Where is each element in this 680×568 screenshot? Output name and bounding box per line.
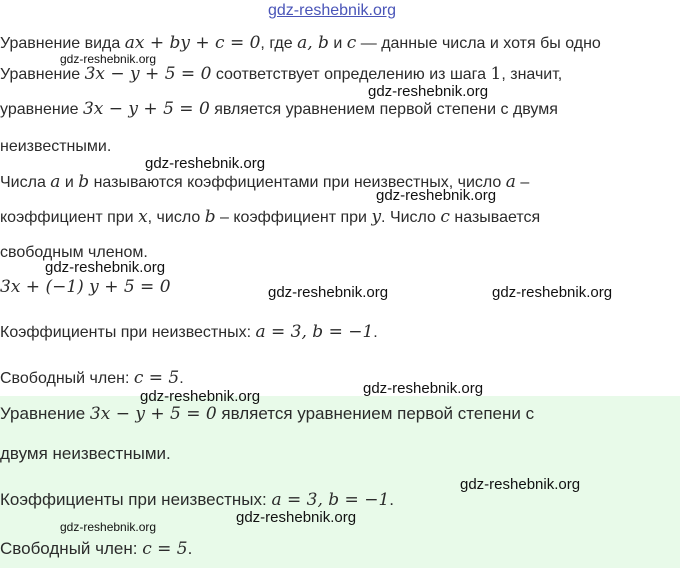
text: – [515,174,530,191]
watermark: gdz-reshebnik.org [140,388,261,405]
text: Коэффициенты при неизвестных: [0,324,256,341]
math: a = 3, b = −1 [255,322,374,342]
coefficients-line [0,322,378,343]
text: . [389,490,394,509]
text: Свободный член: [0,370,134,387]
text: , число [147,209,205,226]
text: , где [260,35,298,52]
math: x [138,207,148,227]
math: b [204,207,216,227]
watermark: gdz-reshebnik.org [45,259,166,276]
math: b [78,172,90,192]
math: 3x − y + 5 = 0 [89,404,217,424]
text-line-6 [0,207,540,228]
answer-line-2 [0,444,171,464]
text: соответствует определению из шага [211,66,491,83]
text: , значит, [501,66,563,83]
watermark: gdz-reshebnik.org [368,83,489,100]
math: 1 [490,64,502,84]
text: Свободный член: [0,539,143,558]
math: a [505,172,516,192]
watermark: gdz-reshebnik.org [376,187,497,204]
text: и [328,35,347,52]
text: является уравнением первой степени с [216,404,535,423]
math: c = 5 [142,539,188,559]
text: неизвестными. [0,138,112,155]
text: называется [449,209,541,226]
text: Уравнение [0,66,85,83]
math: 3x − y + 5 = 0 [82,99,210,119]
watermark-link[interactable]: gdz-reshebnik.org [268,2,397,19]
watermark: gdz-reshebnik.org [492,284,613,301]
text: . Число [381,209,441,226]
text: коэффициент при [0,209,139,226]
text: . [179,370,184,387]
text: – коэффициент при [215,209,372,226]
math: c [440,207,450,227]
watermark: gdz-reshebnik.org [363,380,484,397]
math: a [50,172,61,192]
text: . [187,539,193,558]
text: уравнение [0,101,83,118]
answer-line-4 [0,539,192,559]
watermark: gdz-reshebnik.org [145,155,266,172]
text: называются коэффициентами при неизвестных, число [89,174,506,191]
math: y [371,207,382,227]
text-line-3 [0,99,558,120]
text: — данные числа и хотя бы одно [356,35,601,52]
text: . [373,324,378,341]
watermark: gdz-reshebnik.org [460,476,581,493]
text-line-4 [0,137,111,157]
text-line-2 [0,64,562,85]
math: c [346,33,357,53]
math: 3x − y + 5 = 0 [84,64,212,84]
math: a, b [297,33,329,53]
text: и [60,174,79,191]
formula-line [0,277,171,298]
text-line-1 [0,33,601,54]
text: Уравнение [0,404,90,423]
math: a = 3, b = −1 [271,490,390,510]
text: Коэффициенты при неизвестных: [0,490,272,509]
math: c = 5 [133,368,180,388]
text: является уравнением первой степени с двумя [209,101,558,118]
math: 3x + (−1) y + 5 = 0 [0,277,171,297]
math: ax + by + c = 0 [124,33,261,53]
answer-line-1 [0,404,534,424]
watermark: gdz-reshebnik.org [60,52,157,66]
watermark: gdz-reshebnik.org [236,509,357,526]
text: Числа [0,174,51,191]
answer-line-3 [0,490,394,510]
watermark: gdz-reshebnik.org [268,284,389,301]
free-term-line [0,368,184,389]
text: двумя неизвестными. [0,444,171,463]
text: свободным членом. [0,244,148,261]
text: Уравнение вида [0,35,125,52]
watermark: gdz-reshebnik.org [60,520,157,534]
